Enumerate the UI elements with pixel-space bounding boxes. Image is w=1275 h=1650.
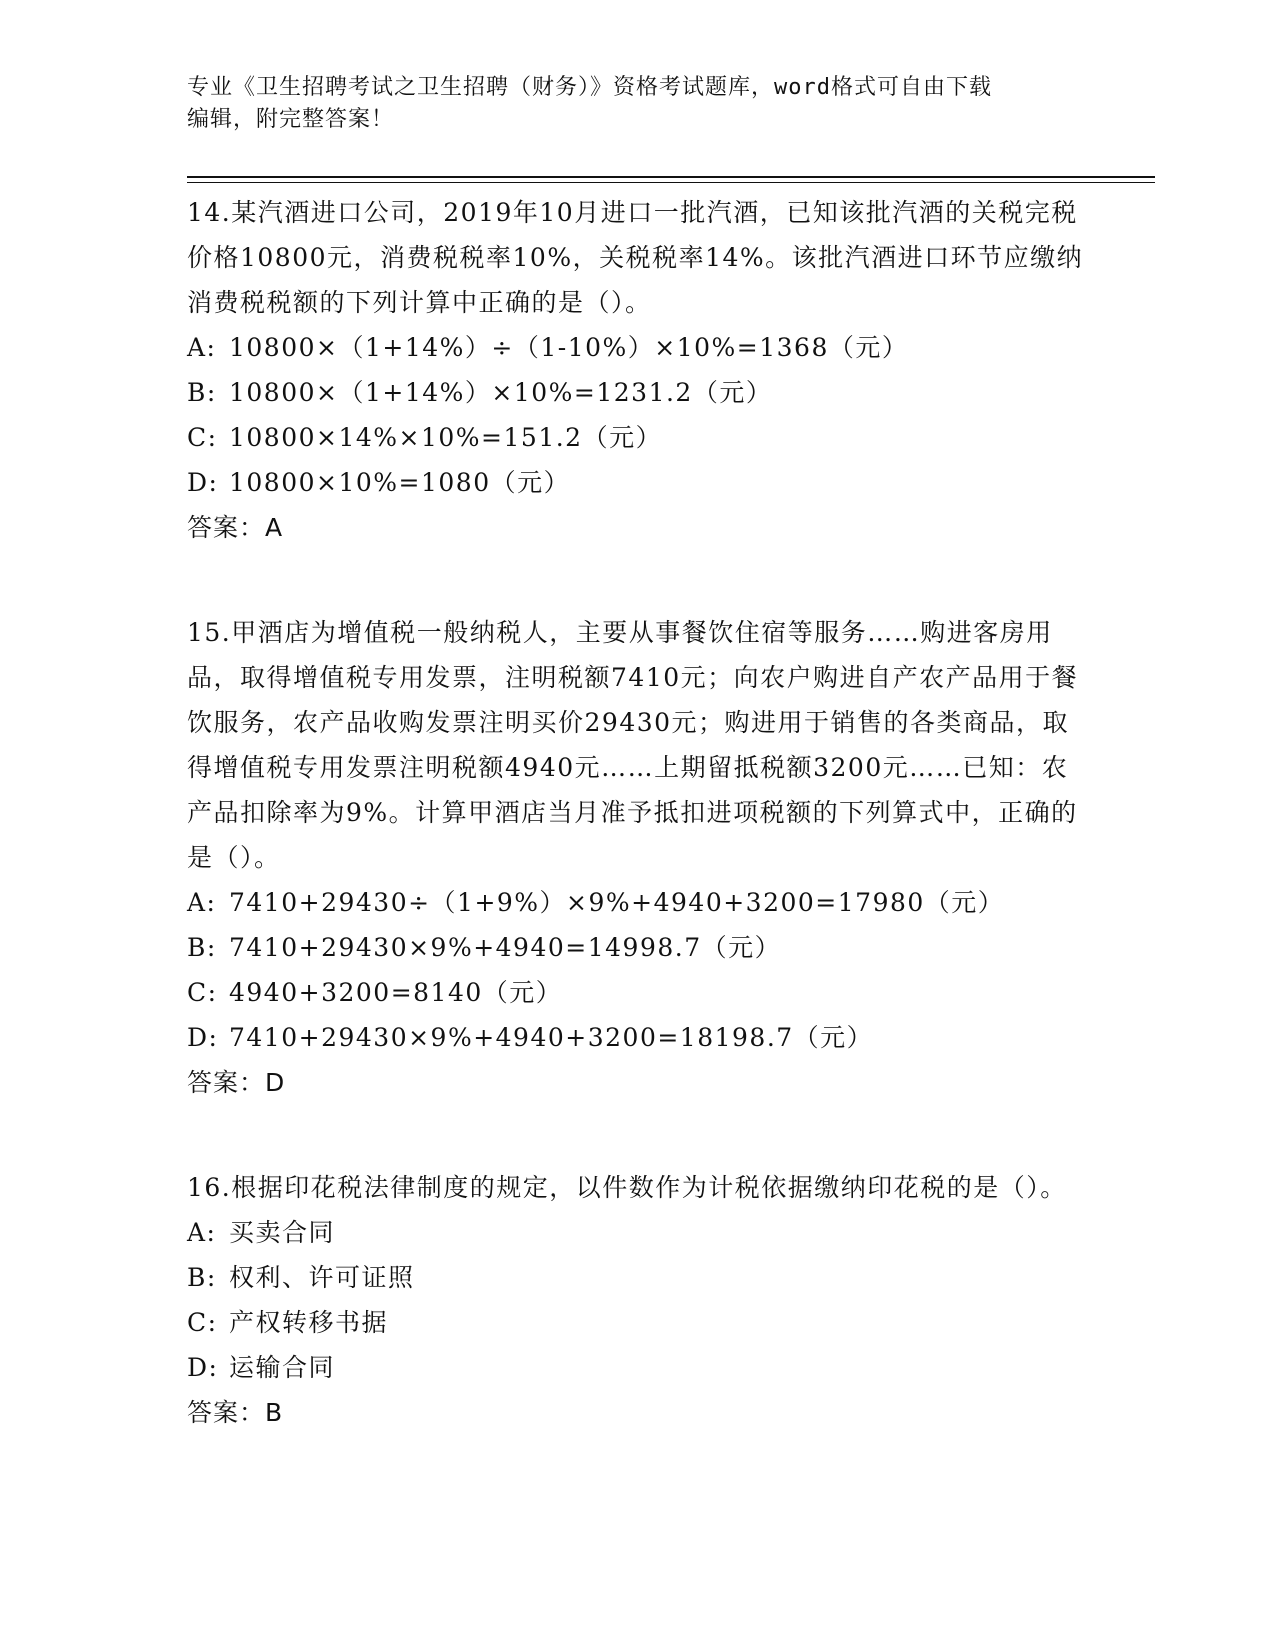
question-16 (187, 1165, 1087, 1435)
option-text: 产权转移书据 (229, 1308, 389, 1337)
option-letter: A: (187, 1218, 217, 1247)
option-c (187, 415, 1087, 460)
option-letter: C: (187, 423, 218, 452)
option-text: 10800×（1+14%）÷（1-10%）×10%=1368（元） (229, 333, 909, 362)
answer-line: 答案：D (187, 1068, 286, 1097)
option-text: 权利、许可证照 (229, 1263, 415, 1292)
question-14 (187, 190, 1087, 550)
option-letter: C: (187, 1308, 218, 1337)
option-letter: D: (187, 1023, 219, 1052)
header-rule-thin (187, 182, 1155, 183)
option-text: 运输合同 (229, 1353, 336, 1382)
header-rule-thick (187, 176, 1155, 178)
question-stem: 16.根据印花税法律制度的规定，以件数作为计税依据缴纳印花税的是（）。 (187, 1173, 1067, 1202)
question-15 (187, 610, 1087, 1105)
option-a (187, 880, 1087, 925)
option-d (187, 1015, 1087, 1060)
option-letter: B: (187, 933, 217, 962)
option-c (187, 970, 1087, 1015)
option-letter: D: (187, 1353, 219, 1382)
option-text: 10800×10%=1080（元） (229, 468, 571, 497)
document-header (187, 72, 1087, 136)
option-text: 7410+29430÷（1+9%）×9%+4940+3200=17980（元） (229, 888, 1005, 917)
option-letter: A: (187, 888, 217, 917)
option-letter: B: (187, 1263, 217, 1292)
option-letter: B: (187, 378, 217, 407)
option-c (187, 1300, 1087, 1345)
option-b (187, 370, 1087, 415)
option-letter: C: (187, 978, 218, 1007)
question-stem: 15.甲酒店为增值税一般纳税人，主要从事餐饮住宿等服务……购进客房用品，取得增值税专用发票，注明税额7410元；向农户购进自产农产品用于餐饮服务，农产品收购发票注明买价29430元；购进用于销售的各类商品，取得增值税专用发票注明税额4940元……上期留抵税额3200元……已知：农产品扣除率为9%。计算甲酒店当月准予抵扣进项税额的下列算式中，正确的是（）。 (187, 618, 1079, 872)
question-stem: 14.某汽酒进口公司，2019年10月进口一批汽酒，已知该批汽酒的关税完税价格10800元，消费税税率10%，关税税率14%。该批汽酒进口环节应缴纳消费税税额的下列计算中正确的是（）。 (187, 198, 1084, 317)
option-d (187, 1345, 1087, 1390)
option-b (187, 925, 1087, 970)
option-text: 买卖合同 (229, 1218, 336, 1247)
answer-line: 答案：B (187, 1398, 284, 1427)
option-text: 10800×14%×10%=151.2（元） (229, 423, 663, 452)
option-d (187, 460, 1087, 505)
header-line-1: 专业《卫生招聘考试之卫生招聘（财务）》资格考试题库，word格式可自由下载 (187, 75, 992, 100)
option-letter: D: (187, 468, 219, 497)
header-line-2: 编辑，附完整答案！ (187, 107, 395, 132)
option-a (187, 325, 1087, 370)
option-text: 7410+29430×9%+4940+3200=18198.7（元） (229, 1023, 874, 1052)
answer-line: 答案：A (187, 513, 284, 542)
question-list (187, 190, 1087, 1435)
option-letter: A: (187, 333, 217, 362)
option-text: 7410+29430×9%+4940=14998.7（元） (229, 933, 782, 962)
option-text: 10800×（1+14%）×10%=1231.2（元） (229, 378, 773, 407)
option-text: 4940+3200=8140（元） (229, 978, 563, 1007)
option-a (187, 1210, 1087, 1255)
option-b (187, 1255, 1087, 1300)
